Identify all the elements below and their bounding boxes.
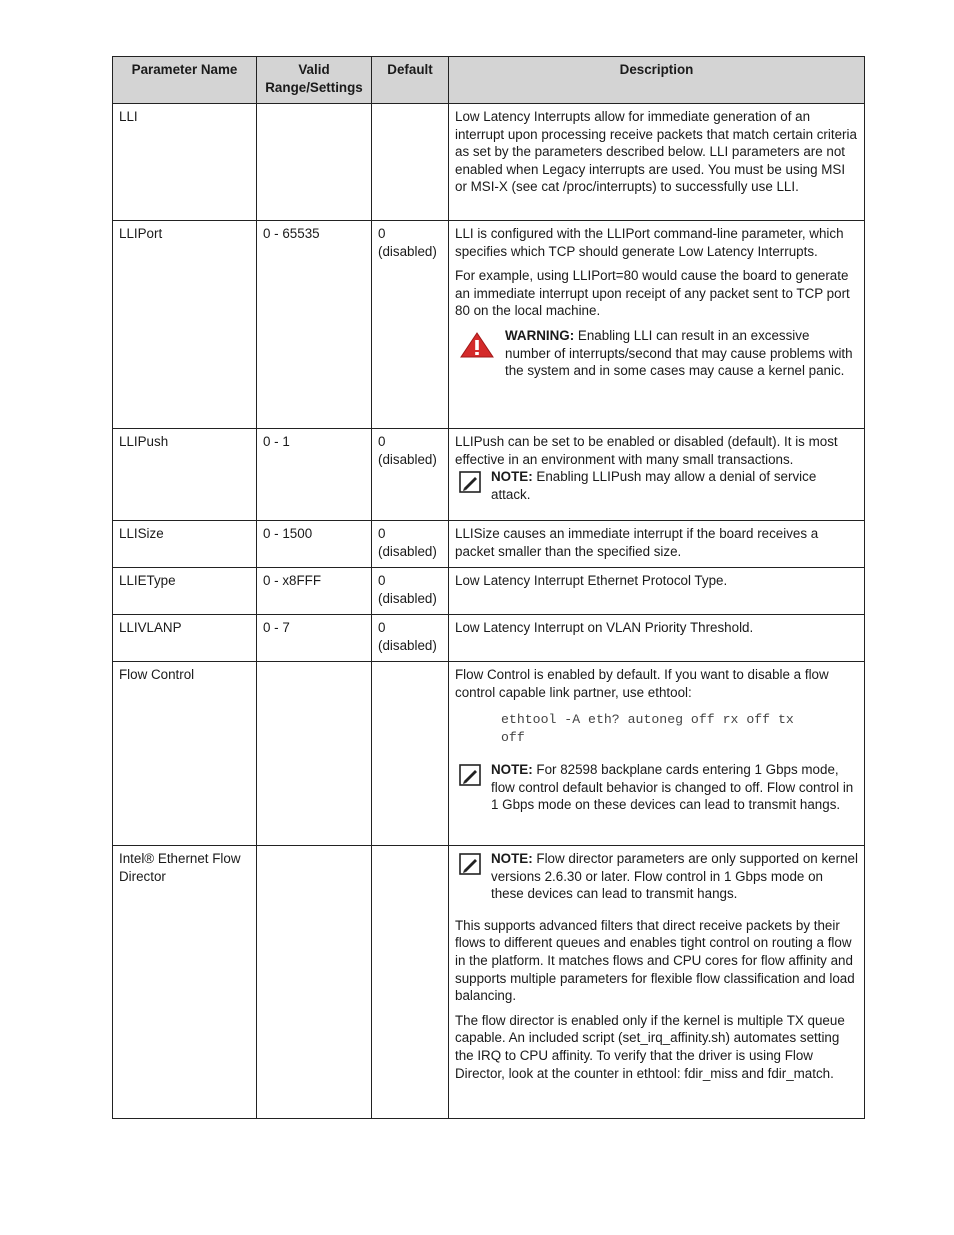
note-pencil-icon (455, 468, 491, 498)
param-default: 0 (disabled) (372, 221, 449, 429)
description-text: Low Latency Interrupts allow for immediate generation of an interrupt upon processing receive packets that match certain criteria as set by the parameters described below. LLI parameters are not enabled when Legacy interrupts are used. You must be using MSI or MSI-X (see cat /proc/interrupts) to successfully use LLI. (455, 109, 857, 195)
warning-icon (455, 327, 505, 364)
param-default: 0 (disabled) (372, 521, 449, 568)
table-header-row (113, 57, 865, 104)
param-name: LLI (113, 104, 257, 221)
note-block (455, 468, 858, 503)
description-text: Low Latency Interrupt Ethernet Protocol Type. (455, 573, 728, 588)
param-default: 0 (disabled) (372, 615, 449, 662)
param-range: 0 - 1500 (257, 521, 372, 568)
table-row (113, 615, 865, 662)
header-parameter-name: Parameter Name (113, 57, 257, 104)
code-line: off (501, 730, 525, 746)
param-default: 0 (disabled) (372, 429, 449, 521)
table-row (113, 221, 865, 429)
param-name: LLIPort (113, 221, 257, 429)
param-range: 0 - 7 (257, 615, 372, 662)
note-text: Enabling LLIPush may allow a denial of service attack. (491, 469, 817, 502)
table-row (113, 521, 865, 568)
param-name: Flow Control (113, 662, 257, 846)
note-text: For 82598 backplane cards entering 1 Gbps mode, flow control default behavior is changed to off. Flow control in 1 Gbps mode on these devices can lead to transmit hangs. (491, 762, 854, 813)
param-default (372, 104, 449, 221)
header-valid-range: Valid Range/Settings (257, 57, 372, 104)
param-description (449, 104, 865, 221)
param-default (372, 662, 449, 846)
note-block (455, 850, 858, 903)
note-pencil-icon (455, 761, 491, 791)
param-range (257, 104, 372, 221)
param-description (449, 662, 865, 846)
note-label: NOTE: (491, 469, 533, 485)
param-range: 0 - 1 (257, 429, 372, 521)
param-range: 0 - x8FFF (257, 568, 372, 615)
note-pencil-icon (455, 850, 491, 880)
param-range (257, 662, 372, 846)
param-default (372, 846, 449, 1119)
table-row (113, 568, 865, 615)
table-row (113, 429, 865, 521)
param-description (449, 521, 865, 568)
description-text: LLIPush can be set to be enabled or disabled (default). It is most effective in an environment with many small transactions. (455, 434, 838, 467)
table-row (113, 104, 865, 221)
description-text: LLISize causes an immediate interrupt if the board receives a packet smaller than the specified size. (455, 526, 819, 559)
note-text: Flow director parameters are only supported on kernel versions 2.6.30 or later. Flow control in 1 Gbps mode on these devices can lead to transmit hangs. (491, 851, 858, 902)
header-description: Description (449, 57, 865, 104)
description-text: Flow Control is enabled by default. If you want to disable a flow control capable link partner, use ethtool: (455, 667, 829, 700)
param-name: LLIPush (113, 429, 257, 521)
param-default: 0 (disabled) (372, 568, 449, 615)
param-name: LLISize (113, 521, 257, 568)
warning-label: WARNING: (505, 327, 575, 343)
note-block (455, 761, 858, 814)
param-range (257, 846, 372, 1119)
header-default: Default (372, 57, 449, 104)
param-name: LLIEType (113, 568, 257, 615)
param-description (449, 221, 865, 429)
param-description (449, 615, 865, 662)
description-text: Low Latency Interrupt on VLAN Priority Threshold. (455, 620, 754, 635)
table-row (113, 846, 865, 1119)
param-description (449, 846, 865, 1119)
code-line: ethtool -A eth? autoneg off rx off tx (501, 712, 794, 728)
note-label: NOTE: (491, 851, 533, 866)
warning-text: Enabling LLI can result in an excessive number of interrupts/second that may cause problems with the system and in some cases may cause a kernel panic. (505, 327, 853, 379)
param-range: 0 - 65535 (257, 221, 372, 429)
description-text: The flow director is enabled only if the kernel is multiple TX queue capable. An included script (set_irq_affinity.sh) automates setting the IRQ to CPU affinity. To verify that the driver is using Flow Director, look at the counter in ethtool: fdir_miss and fdir_match. (455, 1012, 845, 1081)
param-description (449, 568, 865, 615)
table-row (113, 662, 865, 846)
param-name: Intel® Ethernet Flow Director (113, 846, 257, 1119)
code-block (501, 711, 858, 747)
description-text: This supports advanced filters that direct receive packets by their flows to different queues and enables tight control on routing a flow in the platform. It matches flows and CPU cores for flow affinity and supports multiple parameters for flexible flow classification and load balancing. (455, 917, 855, 1004)
note-label: NOTE: (491, 762, 533, 778)
warning-block (455, 327, 858, 380)
description-text: LLI is configured with the LLIPort command-line parameter, which specifies which TCP should generate Low Latency Interrupts. (455, 226, 844, 259)
description-text: For example, using LLIPort=80 would cause the board to generate an immediate interrupt upon receipt of any packet sent to TCP port 80 on the local machine. (455, 268, 850, 319)
param-description (449, 429, 865, 521)
param-name: LLIVLANP (113, 615, 257, 662)
parameters-table (112, 56, 865, 1119)
